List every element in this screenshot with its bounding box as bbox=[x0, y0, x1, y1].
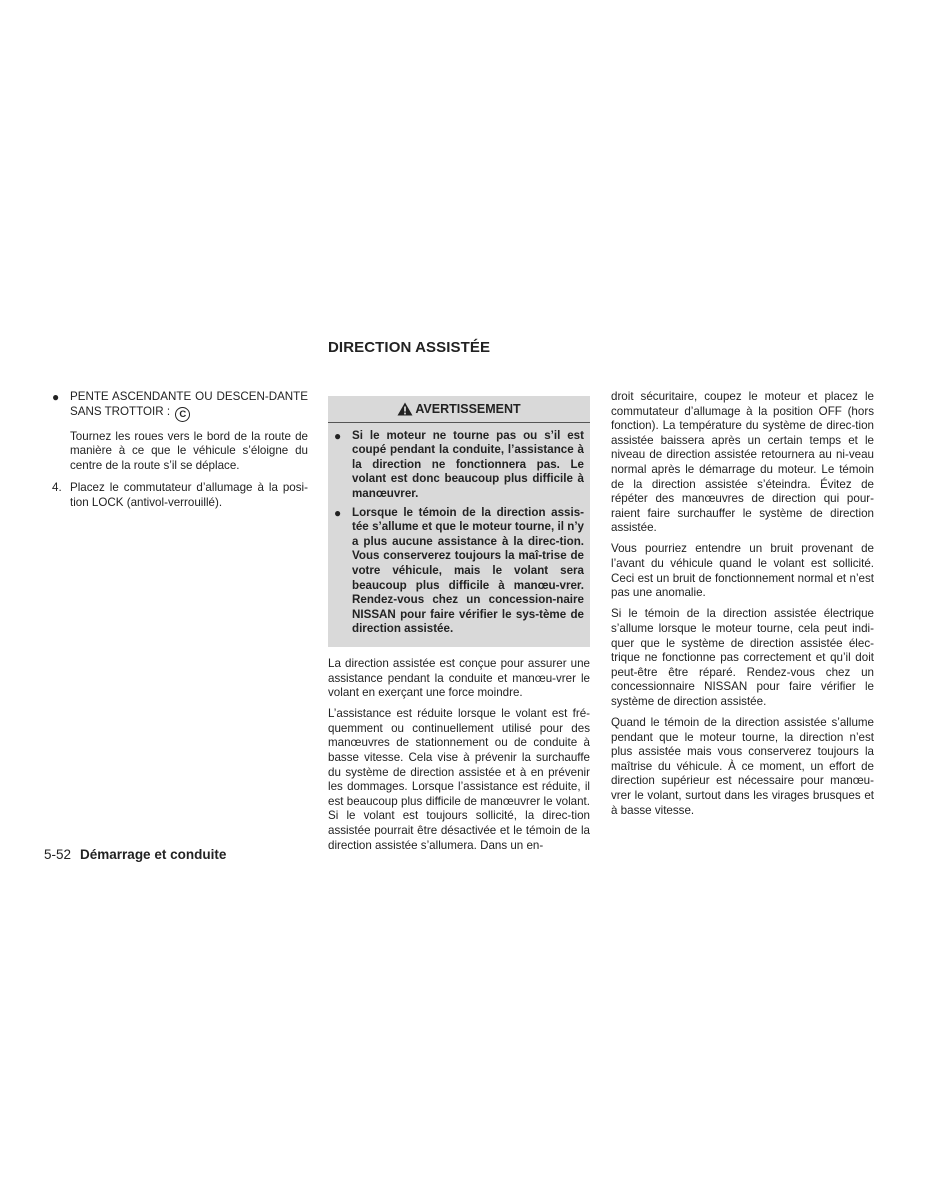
warning-header bbox=[328, 396, 590, 423]
body-paragraph: La direction assistée est conçue pour assurer une assistance pendant la conduite et manœu-vrer le volant en exerçant une force moindre. bbox=[328, 656, 590, 700]
warning-bullet-text: Lorsque le témoin de la direction assis-tée s’allume et que le moteur tourne, il n’y a plus aucune assistance à la direc-tion. Vous conserverez toujours la maî-trise de votre véhicule, mais le volant sera beaucoup plus difficile à manœu-vrer. Rendez-vous chez un concession-naire NISSAN pour faire vérifier le sys-tème de direction assistée. bbox=[352, 505, 584, 636]
right-column bbox=[611, 390, 874, 825]
body-paragraph: Si le témoin de la direction assistée électrique s’allume lorsque le moteur tourne, cela peut indi-quer que le système de direction assistée élec-trique ne fonctionne pas correctement et qu’il doit peut-être être réparé. Rendez-vous chez un concessionnaire NISSAN pour faire vérifier le système de direction assistée. bbox=[611, 607, 874, 708]
warning-bullet-text: Si le moteur ne tourne pas ou s’il est coupé pendant la conduite, l’assistance à la direction ne fonctionnera pas. Le volant est donc beaucoup plus difficile à manœuvrer. bbox=[352, 428, 584, 500]
bullet-paragraph: Tournez les roues vers le bord de la route de manière à ce que le véhicule s’éloigne du centre de la route s’il se déplace. bbox=[70, 429, 308, 472]
warning-bullet bbox=[334, 429, 584, 502]
body-paragraph: Quand le témoin de la direction assistée s’allume pendant que le moteur tourne, la direction n’est plus assistée mais vous conserverez toujours la maîtrise du véhicule. À ce moment, un effort de direction supérieur est nécessaire pour manœu-vrer le volant, surtout dans les virages brusques et à basse vitesse. bbox=[611, 715, 874, 817]
bullet-label: PENTE ASCENDANTE OU DESCEN-DANTE SANS TROTTOIR : bbox=[70, 390, 308, 418]
warning-triangle-icon bbox=[397, 402, 413, 416]
chapter-title: Démarrage et conduite bbox=[80, 847, 227, 862]
item-number: 4. bbox=[52, 481, 62, 495]
circled-letter-icon: C bbox=[175, 407, 190, 422]
middle-column bbox=[328, 390, 590, 860]
page-number: 5-52 bbox=[44, 847, 72, 862]
page-footer bbox=[44, 847, 226, 862]
bullet-item bbox=[52, 390, 308, 422]
bullet-text bbox=[70, 390, 308, 422]
bullet-dot-icon: ● bbox=[52, 390, 60, 404]
numbered-item bbox=[52, 481, 308, 510]
item-text: Placez le commutateur d’allumage à la posi-tion LOCK (antivol-verrouillé). bbox=[70, 481, 308, 509]
warning-bullet bbox=[334, 506, 584, 637]
body-paragraph: L’assistance est réduite lorsque le volant est fré-quemment ou continuellement utilisé pour des manœuvres de stationnement ou de conduite à basse vitesse. Cela vise à prévenir la surchauffe du système de direction assistée et à en prévenir les dommages. Lorsque l’assistance est réduite, il est beaucoup plus difficile de manœuvrer le volant. Si le volant est toujours sollicité, la direc-tion assistée pourrait être désactivée et le témoin de la direction assistée s’allumera. Dans un en- bbox=[328, 707, 590, 852]
bullet-dot-icon: ● bbox=[334, 428, 342, 443]
left-column bbox=[52, 390, 308, 511]
warning-title: AVERTISSEMENT bbox=[415, 402, 521, 416]
bullet-dot-icon: ● bbox=[334, 505, 342, 520]
body-paragraph: Vous pourriez entendre un bruit provenant de l’avant du véhicule quand le volant est sollicité. Ceci est un bruit de fonctionnement normal et n’est pas une anomalie. bbox=[611, 542, 874, 600]
section-title: DIRECTION ASSISTÉE bbox=[328, 339, 491, 356]
body-paragraph: droit sécuritaire, coupez le moteur et placez le commutateur d’allumage à la position OFF (hors fonction). La température du système de direc-tion assistée baissera après un certain temps et le niveau de direction assistée retournera au ni-veau normal après le démarrage du moteur. Le témoin de la direction assistée s’éteindra. Évitez de répéter des manœuvres de direction qui pour-raient faire surchauffer le système de direction assistée. bbox=[611, 390, 874, 535]
warning-box bbox=[328, 396, 590, 647]
